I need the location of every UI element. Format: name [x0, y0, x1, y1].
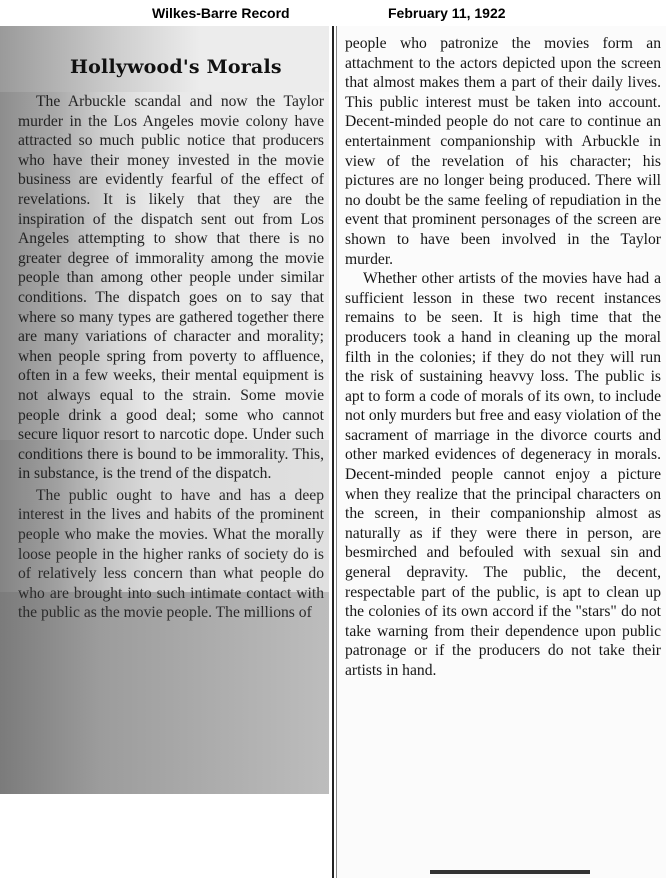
article-paragraph: people who patronize the movies form an attachment to the actors depicted upon the screen that almost makes them a part of their daily lives. This public interest must be taken into account. Decent-minded people do not care to continue an entertainment companionship with Arbuckle in view of the revelation of his character; his pictures are no longer being produced. There will no doubt be the same feeling of repudiation in the event that prominent personages of the screen are shown to have been involved in the Taylor murder. [345, 35, 661, 268]
section-rule [430, 870, 590, 874]
newspaper-name: Wilkes-Barre Record [152, 5, 290, 21]
left-column-clipping [0, 26, 329, 794]
right-column-text [345, 34, 661, 681]
right-column-clipping [336, 26, 666, 878]
left-column-text [18, 92, 324, 623]
article-paragraph: Whether other artists of the movies have had a sufficient lesson in these two recent instances remains to be seen. It is high time that the producers took a hand in cleaning up the moral filth in the colonies; if they do not they will run the risk of sustaining heavvy loss. The public is apt to form a code of morals of its own, to include not only murders but free and easy violation of the sacrament of marriage in the divorce courts and other marked evidences of degeneracy in morals. Decent-minded people cannot enjoy a picture when they realize that the principal characters on the screen, in their companionship almost as naturally as if they were there in person, are besmirched and befouled with sexual sin and general depravity. The public, the decent, respectable part of the public, is apt to clean up the colonies of its own accord if the "stars" do not take warning from their dependence upon public patronage or if the producers do not take their artists in hand. [345, 270, 661, 679]
publication-date: February 11, 1922 [388, 5, 506, 21]
article-paragraph: The public ought to have and has a deep interest in the lives and habits of the prominent people who make the movies. What the morally loose people in the higher ranks of society do is of relatively less concern than what people do who are brought into such intimate contact with the public as the movie people. The millions of [18, 486, 324, 622]
column-rule [332, 26, 334, 878]
article-headline: Hollywood's Morals [70, 56, 282, 78]
article-paragraph: The Arbuckle scandal and now the Taylor murder in the Los Angeles movie colony have attracted so much public notice that producers who have their money invested in the movie business are evidently fearful of the effect of revelations. It is likely that they are the inspiration of the dispatch sent out from Los Angeles attempting to show that there is no greater degree of immorality among the movie people than among other people under similar conditions. The dispatch goes on to say that where so many types are gathered together there are many variations of character and morality; when people spring from poverty to affluence, often in a few weeks, their mental equipment is not always equal to the strain. Some movie people drink a good deal; some who cannot secure liquor resort to narcotic dope. Under such conditions there is bound to be immorality. This, in substance, is the trend of the dispatch. [18, 93, 324, 483]
